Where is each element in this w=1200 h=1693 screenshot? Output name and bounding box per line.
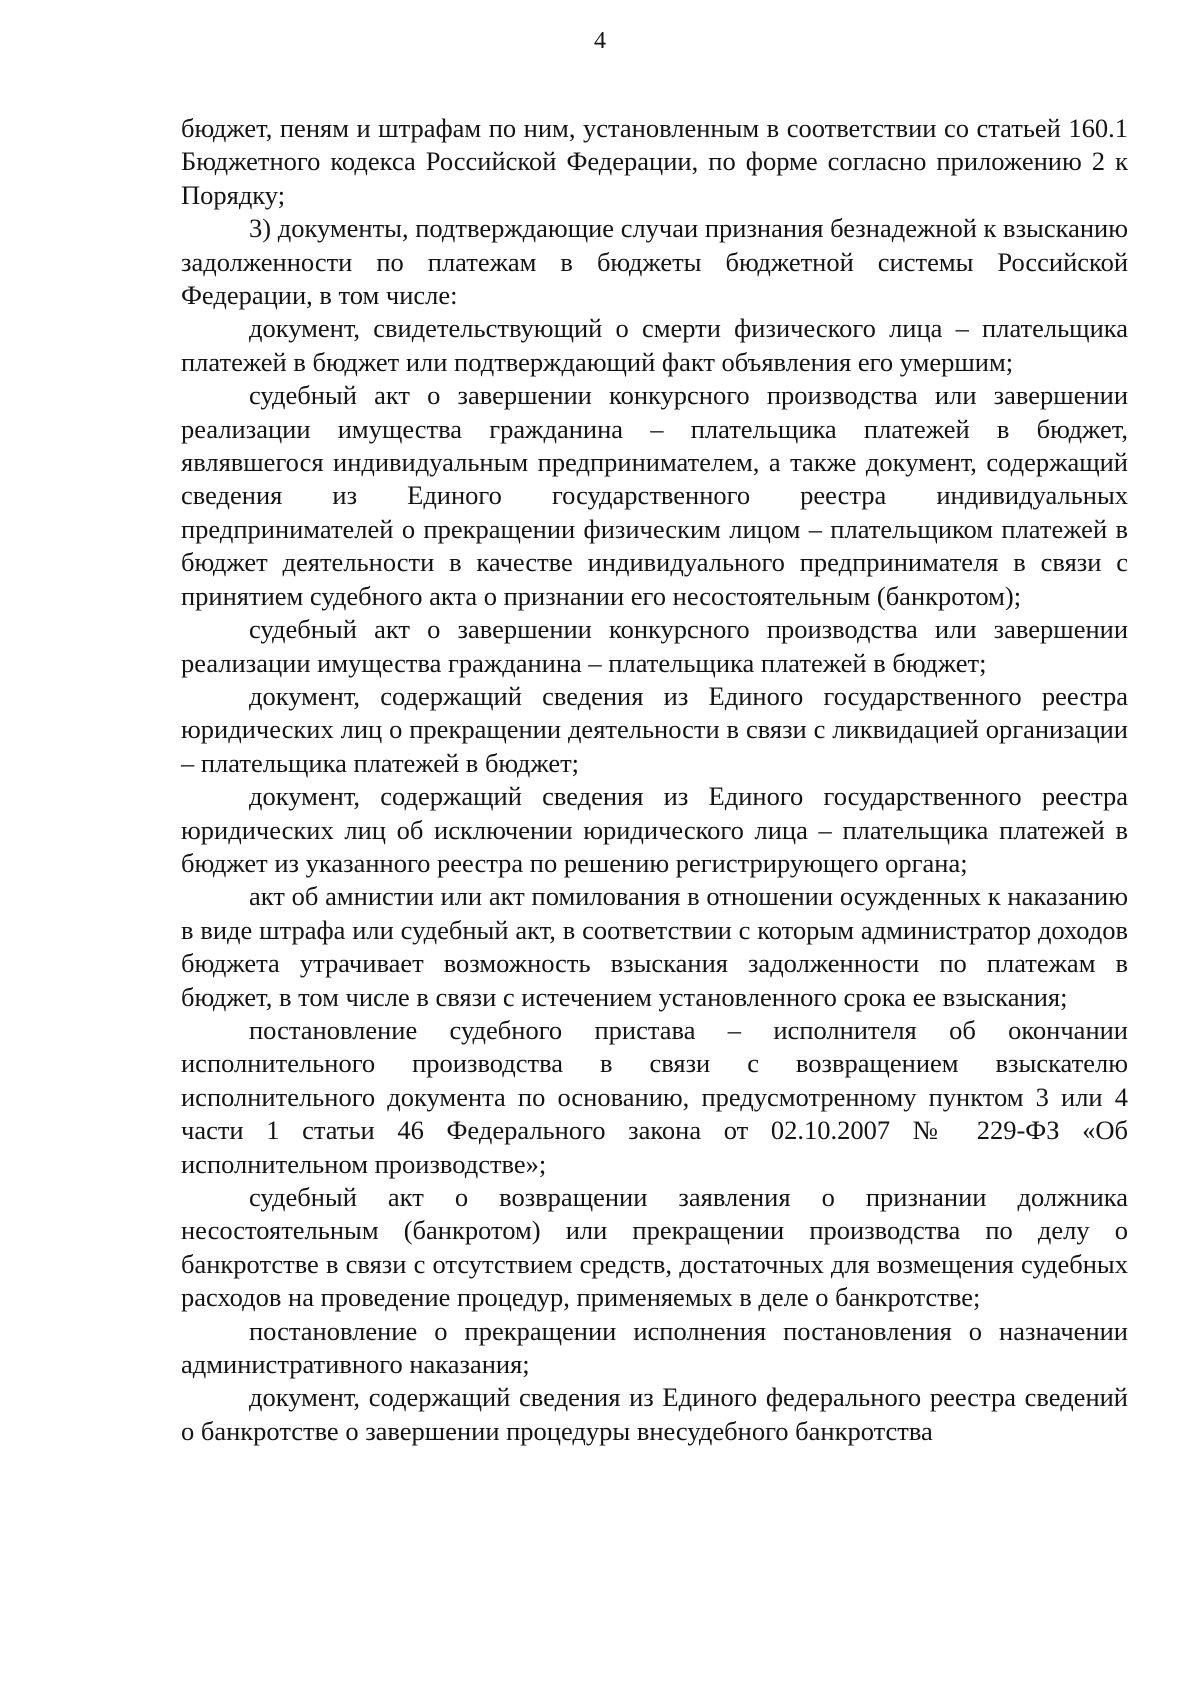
paragraph-bankruptcy-citizen: судебный акт о завершении конкурсного производства или завершении реализации имущества гражданина – плательщика платежей в бюджет; bbox=[181, 614, 1128, 678]
paragraph-item-3: 3) документы, подтверждающие случаи признания безнадежной к взысканию задолженности по платежам в бюджеты бюджетной системы Российской Федерации, в том числе: bbox=[181, 213, 1128, 311]
paragraph-court-return: судебный акт о возвращении заявления о признании должника несостоятельным (банкротом) или прекращении производства по делу о банкротстве в связи с отсутствием средств, достаточных для возмещения судебных расходов на проведение процедур, применяемых в деле о банкротстве; bbox=[181, 1182, 1128, 1313]
paragraph-bailiff-resolution: постановление судебного пристава – исполнителя об окончании исполнительного производства в связи с возвращением взыскателю исполнительного документа по основанию, предусмотренному пунктом 3 или 4 части 1 статьи 46 Федерального закона от 02.10.2007 № 229-ФЗ «Об исполнительном производстве»; bbox=[181, 1014, 1128, 1179]
paragraph-administrative-penalty: постановление о прекращении исполнения постановления о назначении административного наказания; bbox=[181, 1315, 1128, 1380]
page-number: 4 bbox=[594, 28, 606, 54]
paragraph-liquidation: документ, содержащий сведения из Единого государственного реестра юридических лиц о прекращении деятельности в связи с ликвидацией организации – плательщика платежей в бюджет; bbox=[181, 680, 1128, 778]
paragraph-continuation: бюджет, пеням и штрафам по ним, установленным в соответствии со статьей 160.1 Бюджетного кодекса Российской Федерации, по форме согласно приложению 2 к Порядку; bbox=[181, 113, 1128, 210]
paragraph-exclusion-from-register: документ, содержащий сведения из Единого государственного реестра юридических лиц об исключении юридического лица – плательщика платежей в бюджет из указанного реестра по решению регистрирующего органа; bbox=[181, 781, 1128, 878]
paragraph-bankruptcy-entrepreneur: судебный акт о завершении конкурсного производства или завершении реализации имущества гражданина – плательщика платежей в бюджет, являвшегося индивидуальным предпринимателем, а также документ, содержащий сведения из Единого государственного реестра индивидуальных предпринимателей о прекращении физическим лицом – плательщиком платежей в бюджет деятельности в качестве индивидуального предпринимателя в связи с принятием судебного акта о признании его несостоятельным (банкротом); bbox=[181, 380, 1128, 611]
document-body bbox=[181, 112, 1128, 1448]
paragraph-death-certificate: документ, свидетельствующий о смерти физического лица – плательщика платежей в бюджет или подтверждающий факт объявления его умершим; bbox=[181, 313, 1128, 377]
paragraph-amnesty: акт об амнистии или акт помилования в отношении осужденных к наказанию в виде штрафа или судебный акт, в соответствии с которым администратор доходов бюджета утрачивает возможность взыскания задолженности по платежам в бюджет, в том числе в связи с истечением установленного срока ее взыскания; bbox=[181, 881, 1128, 1012]
paragraph-extrajudicial-bankruptcy: документ, содержащий сведения из Единого федерального реестра сведений о банкротстве о завершении процедуры внесудебного банкротства bbox=[181, 1382, 1128, 1446]
